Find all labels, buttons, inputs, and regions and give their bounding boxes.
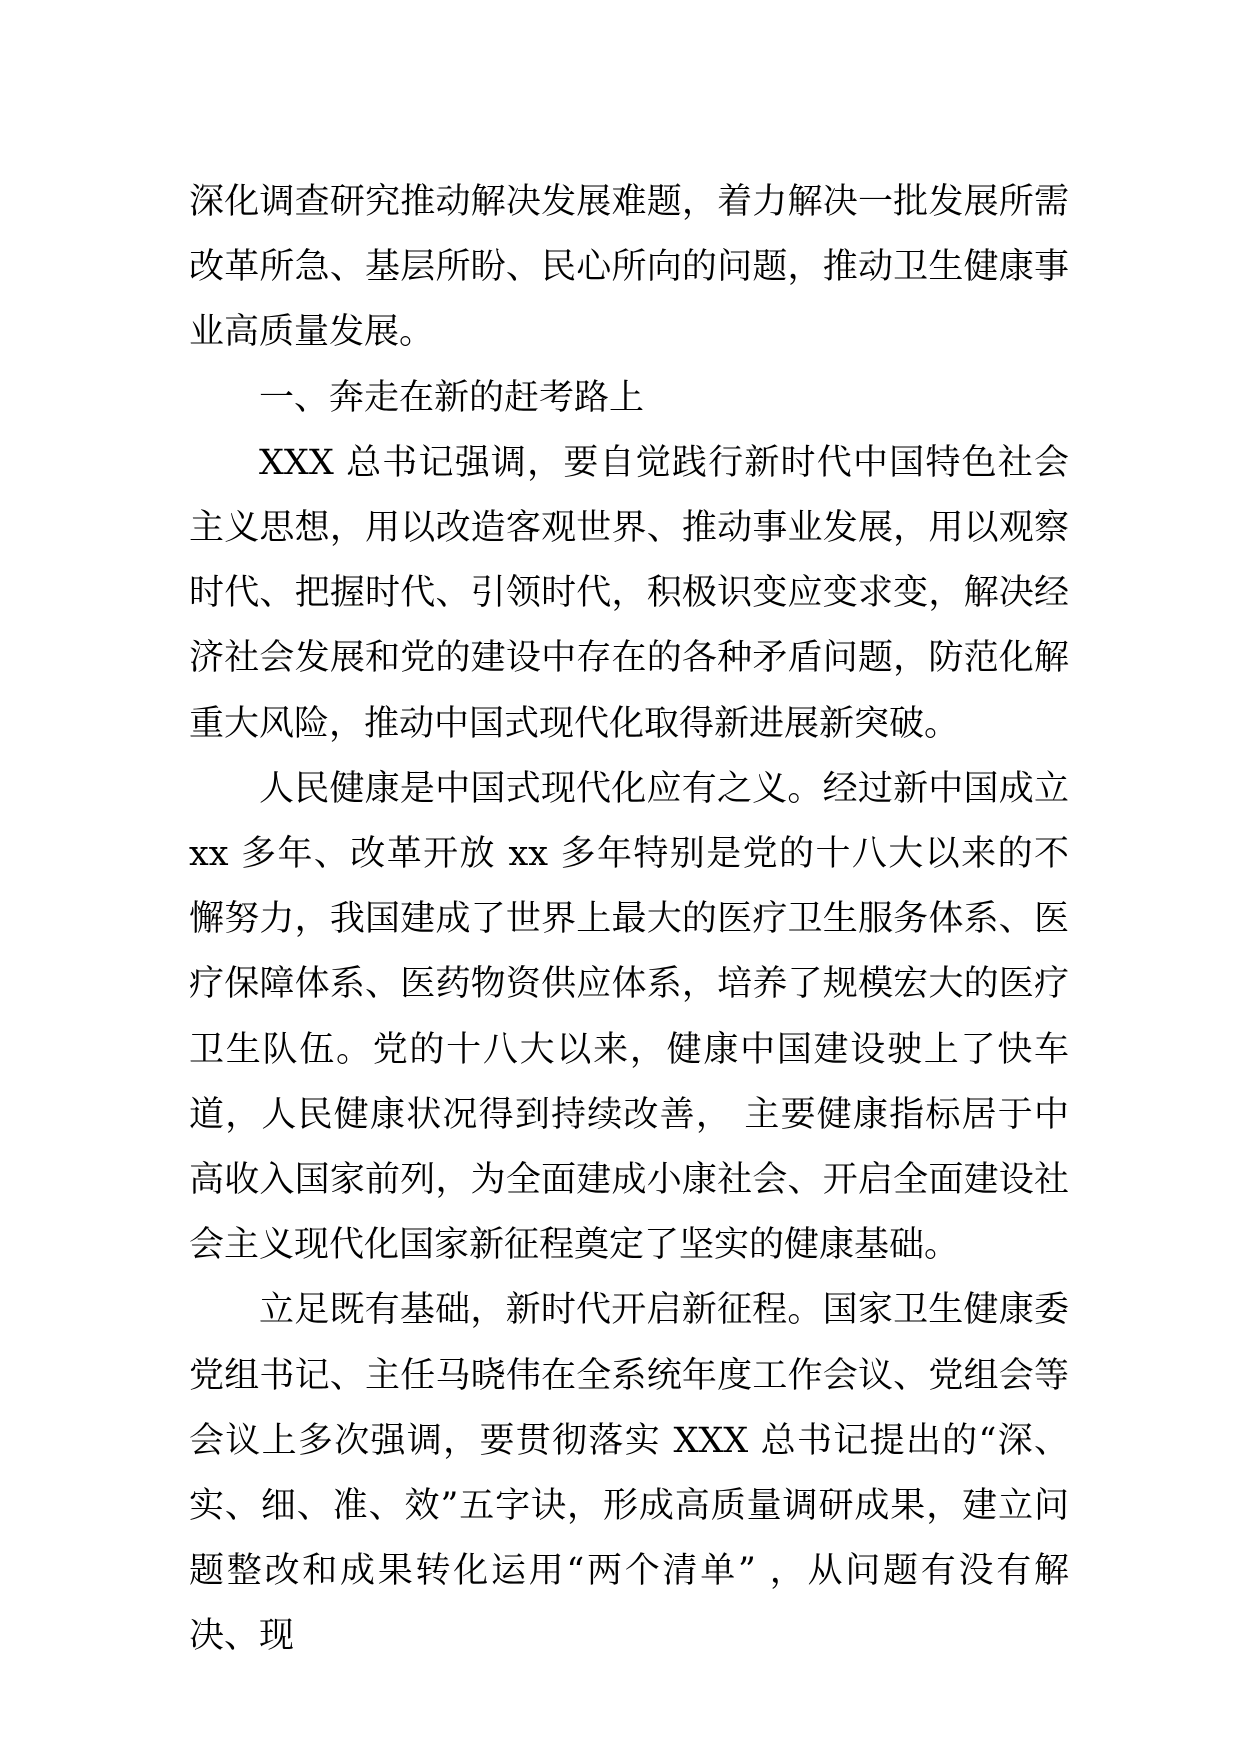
section-heading: 一、奔走在新的赶考路上 — [259, 377, 645, 418]
paragraph: 人民健康是中国式现代化应有之义。经过新中国成立 xx 多年、改革开放 xx 多年特别是党的十八大以来的不懈努力，我国建成了世界上最大的医疗卫生服务体系、医疗保障体系、医药物资供应体系，培养了规模宏大的医疗卫生队伍。党的十八大以来，健康中国建设驶上了快车道，人民健康状况得到持续改善， 主要健康指标居于中高收入国家前列，为全面建成小康社会、开启全面建设社会主义现代化国家新征程奠定了坚实的健康基础。 — [189, 768, 1069, 1266]
paragraph: XXX 总书记强调，要自觉践行新时代中国特色社会主义思想，用以改造客观世界、推动事业发展，用以观察时代、把握时代、引领时代，积极识变应变求变，解决经济社会发展和党的建设中存在的各种矛盾问题，防范化解重大风险，推动中国式现代化取得新进展新突破。 — [189, 442, 1069, 744]
paragraph: 立足既有基础，新时代开启新征程。国家卫生健康委党组书记、主任马晓伟在全系统年度工作会议、党组会等会议上多次强调，要贯彻落实 XXX 总书记提出的“深、实、细、准、效”五字诀，形成高质量调研成果，建立问题整改和成果转化运用“两个清单” ，从问题有没有解决、现 — [189, 1290, 1069, 1657]
paragraph-continuation: 深化调查研究推动解决发展难题，着力解决一批发展所需改革所急、基层所盼、民心所向的问题，推动卫生健康事业高质量发展。 — [189, 182, 1069, 353]
document-body — [189, 170, 1069, 1670]
